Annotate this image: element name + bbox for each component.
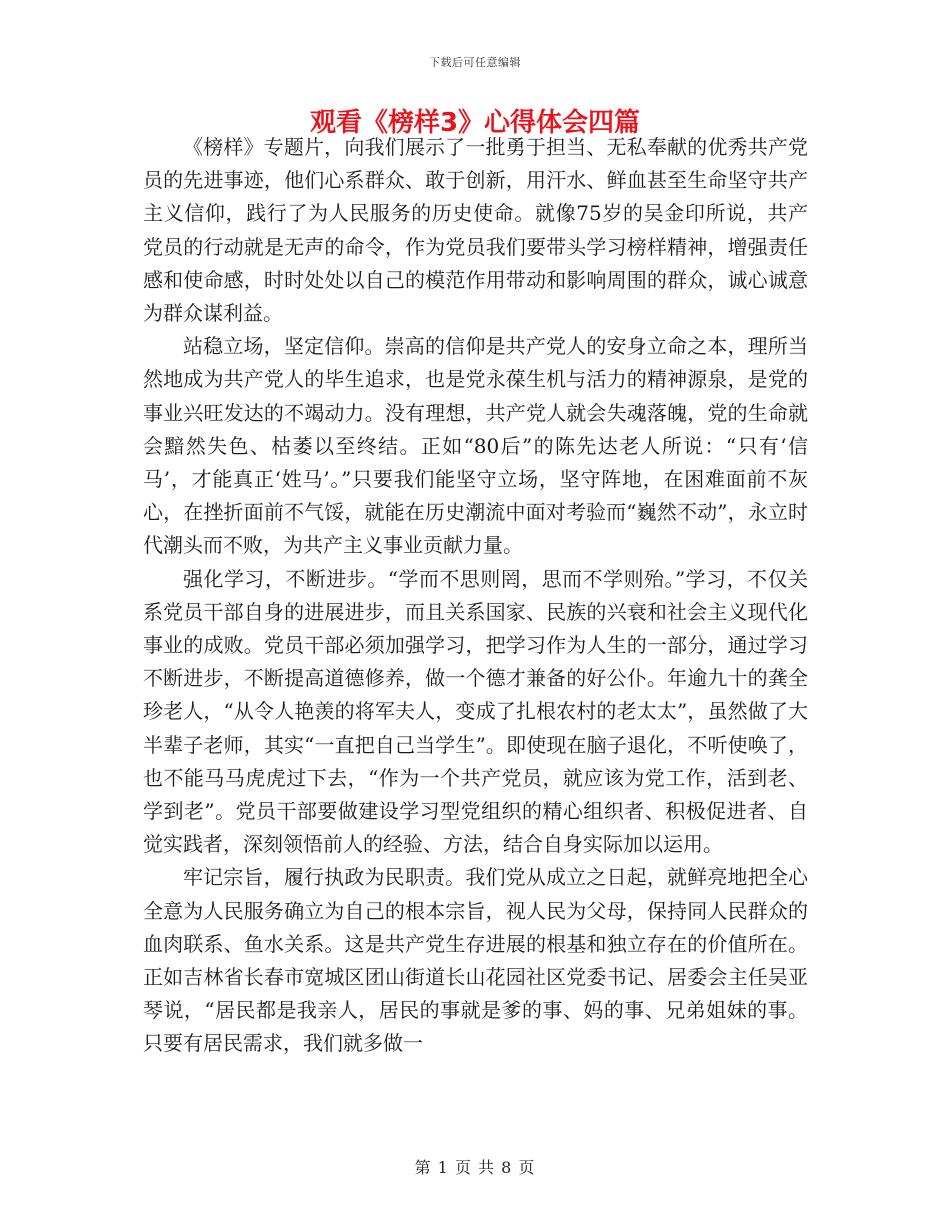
- header-note: 下载后可任意编辑: [429, 56, 521, 69]
- paragraph: 站稳立场，坚定信仰。崇高的信仰是共产党人的安身立命之本，理所当然地成为共产党人的毕生追求，也是党永葆生机与活力的精神源泉，是党的事业兴旺发达的不竭动力。没有理想，共产党人就会失魂落魄，党的生命就会黯然失色、枯萎以至终结。正如“80后”的陈先达老人所说：“只有‘信马’，才能真正‘姓马’。”只要我们能坚守立场，坚守阵地，在困难面前不灰心，在挫折面前不气馁，就能在历史潮流中面对考验而“巍然不动”，永立时代潮头而不败，为共产主义事业贡献力量。: [143, 334, 808, 558]
- document-title: 观看《榜样3》心得体会四篇: [309, 108, 641, 138]
- document-body: [143, 131, 808, 1061]
- paragraph: 强化学习，不断进步。“学而不思则罔，思而不学则殆。”学习，不仅关系党员干部自身的进展进步，而且关系国家、民族的兴衰和社会主义现代化事业的成败。党员干部必须加强学习，把学习作为人生的一部分，通过学习不断进步，不断提高道德修养，做一个德才兼备的好公仆。年逾九十的龚全珍老人，“从令人艳羡的将军夫人，变成了扎根农村的老太太”，虽然做了大半辈子老师，其实“一直把自己当学生”。即使现在脑子退化，不听使唤了，也不能马马虎虎过下去，“作为一个共产党员，就应该为党工作，活到老、学到老”。党员干部要做建设学习型党组织的精心组织者、积极促进者、自觉实践者，深刻领悟前人的经验、方法，结合自身实际加以运用。: [143, 566, 808, 857]
- paragraph: 牢记宗旨，履行执政为民职责。我们党从成立之日起，就鲜亮地把全心全意为人民服务确立为自己的根本宗旨，视人民为父母，保持同人民群众的血肉联系、鱼水关系。这是共产党生存进展的根基和独立存在的价值所在。正如吉林省长春市宽城区团山街道长山花园社区党委书记、居委会主任吴亚琴说，“居民都是我亲人，居民的事就是爹的事、妈的事、兄弟姐妹的事。只要有居民需求，我们就多做一: [143, 865, 808, 1056]
- paragraph: 《榜样》专题片，向我们展示了一批勇于担当、无私奉献的优秀共产党员的先进事迹，他们心系群众、敢于创新，用汗水、鲜血甚至生命坚守共产主义信仰，践行了为人民服务的历史使命。就像75岁的吴金印所说，共产党员的行动就是无声的命令，作为党员我们要带头学习榜样精神，增强责任感和使命感，时时处处以自己的模范作用带动和影响周围的群众，诚心诚意为群众谋利益。: [143, 135, 808, 326]
- page-number: 第 1 页 共 8 页: [414, 1158, 536, 1177]
